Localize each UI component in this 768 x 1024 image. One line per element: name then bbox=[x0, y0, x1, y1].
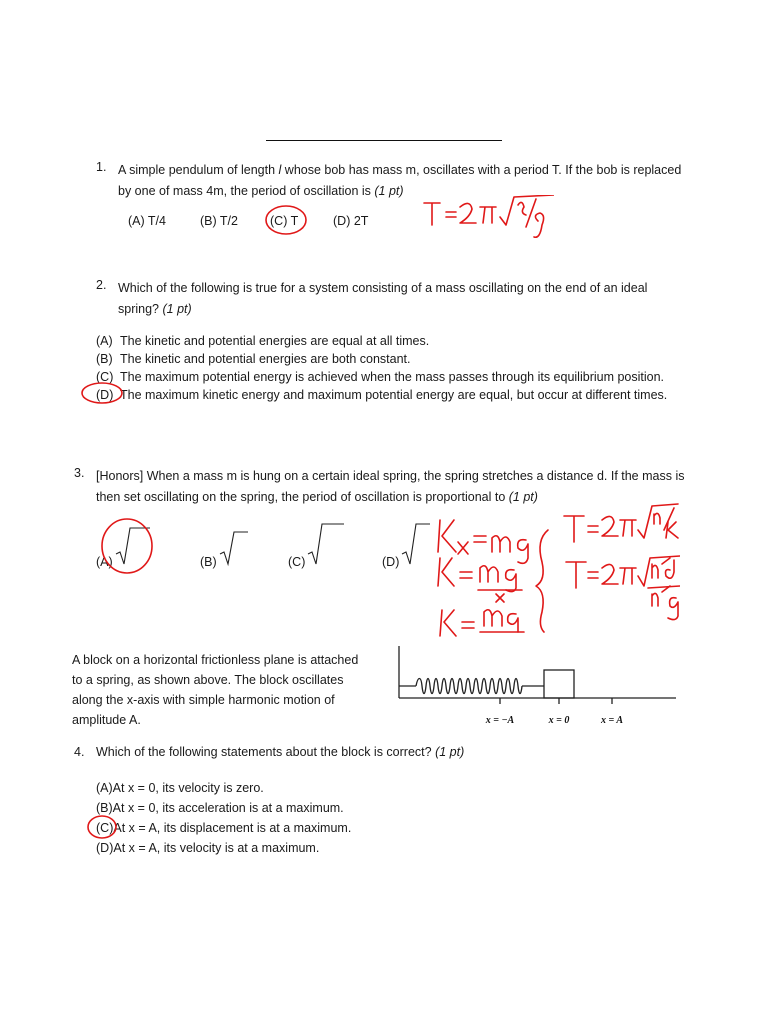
q3-choice-a[interactable]: (A) bbox=[96, 555, 113, 569]
label-a: x = A bbox=[601, 715, 623, 726]
q3-text-part: [Honors] When a mass m is hung on a certain ideal spring, the spring stretches a distance d. If the mass is bbox=[96, 469, 685, 483]
q4-text-part: Which of the following statements about the block is correct? bbox=[96, 745, 436, 759]
option-tag: (A) bbox=[96, 781, 113, 795]
option-text: The maximum kinetic energy and maximum potential energy are equal, but occur at different times. bbox=[120, 388, 668, 402]
block-text-line: to a spring, as shown above. The block oscillates bbox=[72, 673, 344, 687]
q3-choice-d[interactable]: (D) bbox=[382, 555, 400, 569]
option-text: The kinetic and potential energies are equal at all times. bbox=[120, 334, 430, 348]
q1-text-part: by one of mass 4m, the period of oscillation is bbox=[118, 184, 375, 198]
q2-option-c[interactable] bbox=[96, 368, 667, 386]
q3-radical-d bbox=[400, 520, 434, 566]
option-tag: (D) bbox=[96, 841, 114, 855]
option-text: At x = 0, its velocity is zero. bbox=[112, 781, 264, 795]
q4-option-c[interactable] bbox=[96, 818, 351, 838]
q1-handwriting bbox=[264, 195, 554, 255]
q3-number: 3. bbox=[74, 466, 85, 480]
q3-text-part: then set oscillating on the spring, the period of oscillation is proportional to bbox=[96, 490, 509, 504]
q4-options bbox=[96, 778, 351, 858]
option-tag: (B) bbox=[96, 801, 113, 815]
q3-radical-a bbox=[114, 524, 154, 568]
label-minus-a: x = −A bbox=[485, 715, 515, 726]
option-text: At x = A, its velocity is at a maximum. bbox=[113, 841, 320, 855]
option-text: The kinetic and potential energies are both constant. bbox=[120, 352, 411, 366]
q1-choice-b[interactable]: (B) T/2 bbox=[200, 214, 238, 228]
q2-text bbox=[118, 278, 718, 320]
spring-coil bbox=[416, 679, 522, 694]
option-tag: (B) bbox=[96, 352, 113, 366]
q1-text bbox=[118, 160, 718, 202]
q2-option-d[interactable] bbox=[96, 386, 667, 404]
block-text-line: A block on a horizontal frictionless plane is attached bbox=[72, 653, 359, 667]
q1-text-part: A simple pendulum of length bbox=[118, 163, 279, 177]
block-description bbox=[72, 650, 358, 730]
q4-number: 4. bbox=[74, 745, 85, 759]
q4-points: (1 pt) bbox=[435, 745, 465, 759]
q4-option-d[interactable] bbox=[96, 838, 351, 858]
q2-points: (1 pt) bbox=[162, 302, 192, 316]
q1-length-symbol: l bbox=[278, 163, 282, 177]
spring-block-diagram bbox=[396, 642, 686, 732]
option-tag: (C) bbox=[96, 821, 114, 835]
option-text: At x = 0, its acceleration is at a maximum. bbox=[112, 801, 344, 815]
option-tag: (C) bbox=[96, 370, 114, 384]
q2-option-b[interactable] bbox=[96, 350, 667, 368]
option-tag: (A) bbox=[96, 334, 113, 348]
q3-choice-b[interactable]: (B) bbox=[200, 555, 217, 569]
q1-choice-d[interactable]: (D) 2T bbox=[333, 214, 369, 228]
block bbox=[544, 670, 574, 698]
q2-text-part: spring? bbox=[118, 302, 163, 316]
option-text: At x = A, its displacement is at a maximum. bbox=[113, 821, 352, 835]
q3-handwriting bbox=[100, 500, 680, 640]
block-text-line: along the x-axis with simple harmonic motion of bbox=[72, 693, 335, 707]
q3-radical-b bbox=[218, 528, 252, 568]
label-zero: x = 0 bbox=[548, 715, 570, 726]
q1-text-part: whose bob has mass m, oscillates with a period T. If the bob is replaced bbox=[281, 163, 682, 177]
q3-points: (1 pt) bbox=[508, 490, 538, 504]
q2-text-part: Which of the following is true for a system consisting of a mass oscillating on the end of an ideal bbox=[118, 281, 648, 295]
q3-text bbox=[96, 466, 736, 508]
q3-choice-c[interactable]: (C) bbox=[288, 555, 306, 569]
q2-number: 2. bbox=[96, 278, 107, 292]
q1-points: (1 pt) bbox=[374, 184, 404, 198]
q1-choice-c[interactable]: (C) T bbox=[270, 214, 299, 228]
block-text-line: amplitude A. bbox=[72, 713, 141, 727]
option-text: The maximum potential energy is achieved when the mass passes through its equilibrium position. bbox=[120, 370, 665, 384]
q2-option-a[interactable] bbox=[96, 332, 667, 350]
q4-text bbox=[96, 745, 464, 759]
q1-number: 1. bbox=[96, 160, 107, 174]
q3-radical-c bbox=[306, 520, 346, 566]
q4-option-a[interactable] bbox=[96, 778, 351, 798]
option-tag: (D) bbox=[96, 388, 114, 402]
q2-options bbox=[96, 332, 667, 404]
q4-option-b[interactable] bbox=[96, 798, 351, 818]
q1-choice-a[interactable]: (A) T/4 bbox=[128, 214, 166, 228]
name-line bbox=[266, 140, 502, 141]
